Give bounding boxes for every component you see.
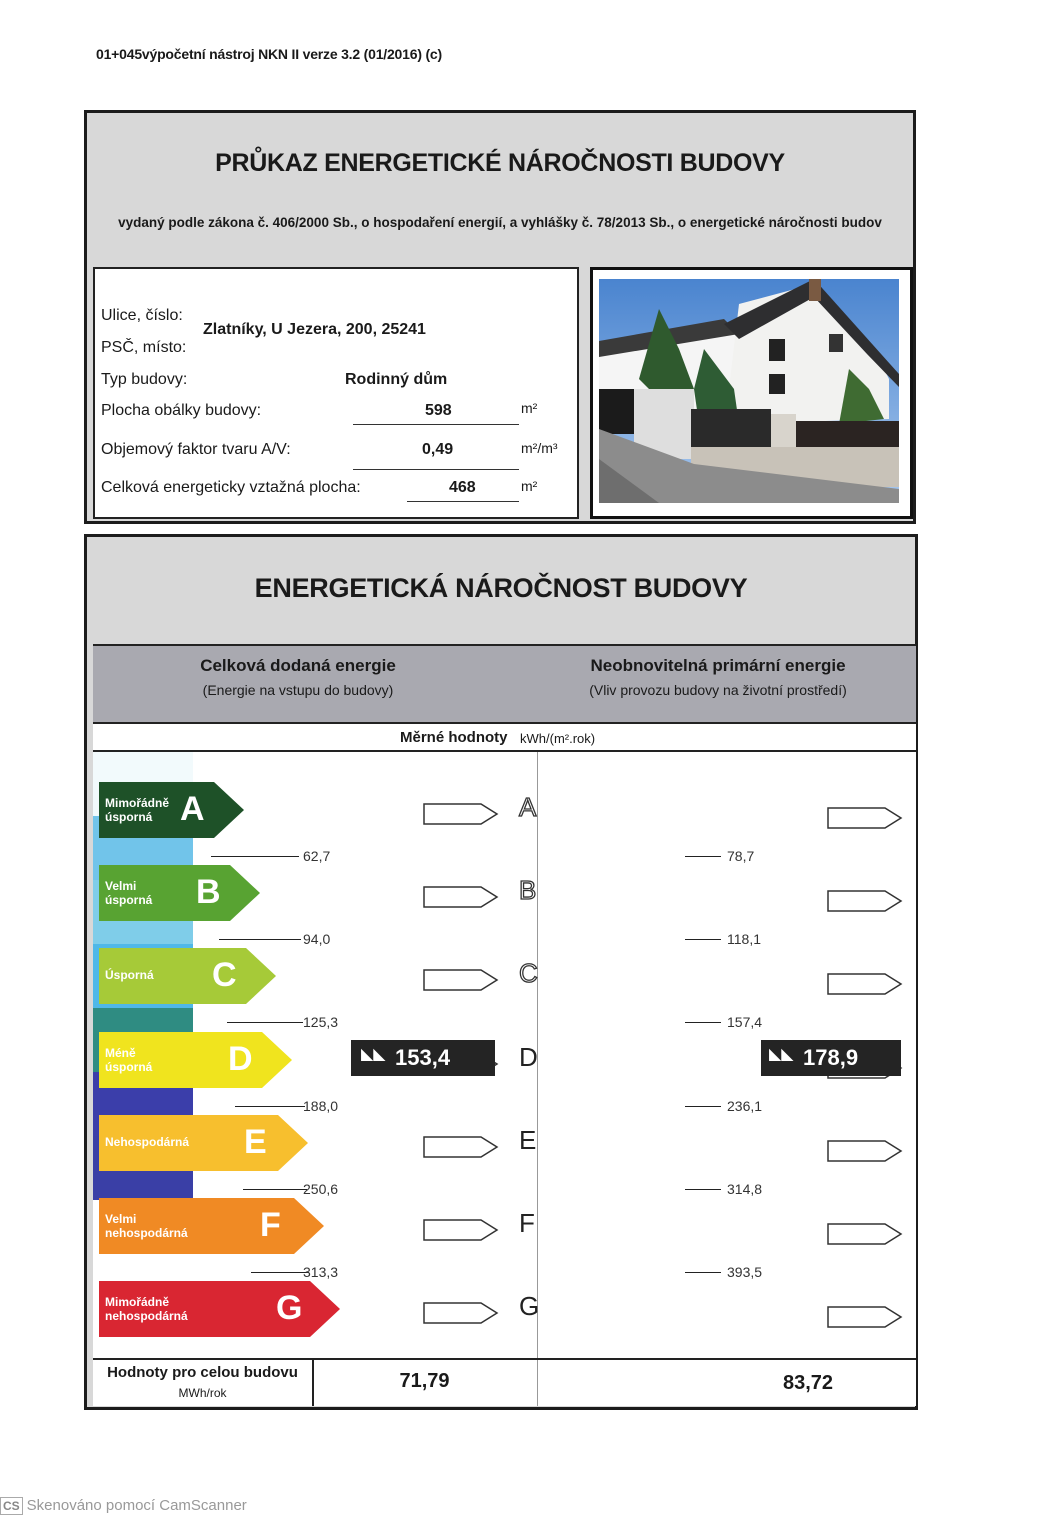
envelope-area-underline xyxy=(353,424,519,425)
reference-area-value: 468 xyxy=(449,479,476,496)
shape-factor-underline xyxy=(353,469,519,470)
envelope-area-value: 598 xyxy=(425,402,452,419)
envelope-area-label: Plocha obálky budovy: xyxy=(101,402,262,419)
camscanner-icon: CS xyxy=(0,1497,23,1515)
empty-arrow-right-b xyxy=(827,887,903,915)
empty-arrow-right-f xyxy=(827,1220,903,1248)
indicator-arrow-icon: ◣◣ xyxy=(769,1045,794,1063)
class-label-f xyxy=(105,1212,188,1240)
scale-letter-e: E xyxy=(519,1124,537,1155)
class-label-line2: nehospodárná xyxy=(105,1309,188,1324)
column-headers xyxy=(93,644,916,722)
indicator-arrow-icon: ◣◣ xyxy=(361,1045,386,1063)
energy-rating-box xyxy=(84,534,918,1410)
class-label-line1: Mimořádně xyxy=(105,796,170,810)
reference-area-unit: m² xyxy=(521,478,538,494)
empty-arrow-left-c xyxy=(423,966,499,994)
shape-factor-unit: m²/m³ xyxy=(521,440,558,456)
left-limit-line-2 xyxy=(219,939,301,940)
scale-letter-f: F xyxy=(519,1208,535,1238)
class-label-line1: Méně xyxy=(105,1045,136,1060)
class-label-g xyxy=(105,1295,188,1323)
building-photo-frame xyxy=(590,267,913,519)
totals-label-cell xyxy=(93,1360,314,1406)
building-info-panel xyxy=(93,267,579,519)
primary-energy-value: 178,9 xyxy=(803,1044,859,1070)
software-version-line: 01+045výpočetní nástroj NKN II verze 3.2 (01/2016) (c) xyxy=(96,46,442,62)
class-label-line1: Mimořádně xyxy=(105,1295,170,1310)
building-type-value: Rodinný dům xyxy=(345,371,448,388)
left-limit-line-1 xyxy=(211,856,299,857)
class-label-b xyxy=(105,879,152,907)
right-limit-5: 314,8 xyxy=(727,1180,763,1197)
class-band-d xyxy=(99,1032,292,1088)
empty-arrow-left-e xyxy=(423,1133,499,1161)
totals-label: Hodnoty pro celou budovu xyxy=(107,1364,298,1381)
empty-arrow-right-c xyxy=(827,970,903,998)
building-photo xyxy=(599,279,899,503)
right-limit-line-3 xyxy=(685,1022,721,1023)
primary-energy-subheader: (Vliv provozu budovy na životní prostředí) xyxy=(589,682,847,698)
right-limit-line-5 xyxy=(685,1189,721,1190)
left-limit-1: 62,7 xyxy=(303,848,331,864)
class-band-f xyxy=(99,1198,324,1254)
scanner-watermark xyxy=(0,1497,247,1515)
building-type-label: Typ budovy: xyxy=(101,371,188,388)
empty-arrow-right-g xyxy=(827,1303,903,1331)
class-letter-b: B xyxy=(196,873,221,912)
scanner-text: Skenováno pomocí CamScanner xyxy=(26,1497,247,1514)
scale-letter-d: D xyxy=(519,1041,538,1072)
left-limit-2: 94,0 xyxy=(303,931,331,948)
left-limit-5: 250,6 xyxy=(303,1180,339,1197)
class-band-e xyxy=(99,1115,308,1171)
empty-arrow-right-e xyxy=(827,1137,903,1165)
empty-arrow-right-a xyxy=(827,804,903,832)
class-label-line1: Úsporná xyxy=(105,968,154,983)
empty-arrow-left-f xyxy=(423,1216,499,1244)
class-label-line2: nehospodárná xyxy=(105,1226,188,1240)
right-limit-4: 236,1 xyxy=(727,1097,763,1114)
class-letter-f: F xyxy=(260,1206,281,1244)
reference-area-underline xyxy=(407,501,519,502)
right-limit-line-1 xyxy=(685,856,721,857)
left-limit-line-4 xyxy=(235,1106,305,1107)
specific-values-row xyxy=(93,722,916,752)
specific-values-label: Měrné hodnoty xyxy=(400,729,508,746)
right-limit-line-4 xyxy=(685,1106,721,1107)
shape-factor-value: 0,49 xyxy=(422,441,454,458)
totals-row xyxy=(93,1358,916,1406)
class-band-b xyxy=(99,865,260,921)
street-label: Ulice, číslo: xyxy=(101,307,183,324)
delivered-energy-header: Celková dodaná energie xyxy=(200,656,396,675)
class-label-d xyxy=(105,1046,152,1074)
totals-unit: MWh/rok xyxy=(178,1386,227,1400)
left-limit-3: 125,3 xyxy=(303,1014,339,1031)
certificate-header-box xyxy=(84,110,916,524)
specific-values-unit: kWh/(m².rok) xyxy=(520,731,596,746)
empty-arrow-left-a xyxy=(423,800,499,828)
envelope-area-unit: m² xyxy=(521,400,538,416)
address-value: Zlatníky, U Jezera, 200, 25241 xyxy=(203,321,426,338)
reference-area-label: Celková energeticky vztažná plocha: xyxy=(101,479,361,496)
scale-letter-a: A xyxy=(519,792,537,822)
right-limit-line-6 xyxy=(685,1272,721,1273)
left-limit-line-6 xyxy=(251,1272,309,1273)
energy-class-scale xyxy=(93,752,916,1358)
class-letter-d: D xyxy=(228,1039,253,1078)
left-limit-4: 188,0 xyxy=(303,1097,339,1114)
shape-factor-label: Objemový faktor tvaru A/V: xyxy=(101,441,291,458)
class-band-g xyxy=(99,1281,340,1337)
class-label-line2: úsporná xyxy=(105,1059,153,1074)
certificate-subtitle: vydaný podle zákona č. 406/2000 Sb., o hospodaření energií, a vyhlášky č. 78/2013 Sb., o energetické náročnosti budov xyxy=(118,215,882,230)
class-label-line1: Velmi xyxy=(105,1212,137,1226)
class-band-c xyxy=(99,948,276,1004)
class-letter-a: A xyxy=(180,790,205,828)
right-limit-1: 78,7 xyxy=(727,848,755,864)
primary-energy-header: Neobnovitelná primární energie xyxy=(590,656,846,675)
delivered-energy-indicator xyxy=(351,1040,495,1076)
total-delivered-energy: 71,79 xyxy=(399,1370,450,1392)
class-label-a xyxy=(105,796,169,824)
right-limit-line-2 xyxy=(685,939,721,940)
left-limit-line-3 xyxy=(227,1022,303,1023)
left-limit-line-5 xyxy=(243,1189,307,1190)
scale-letter-b: B xyxy=(519,875,537,906)
total-primary-energy: 83,72 xyxy=(783,1372,834,1394)
empty-arrow-left-g xyxy=(423,1299,499,1327)
certificate-title: PRŮKAZ ENERGETICKÉ NÁROČNOSTI BUDOVY xyxy=(215,149,785,177)
left-limit-6: 313,3 xyxy=(303,1264,339,1280)
delivered-energy-subheader: (Energie na vstupu do budovy) xyxy=(202,682,394,698)
totals-divider xyxy=(537,1360,538,1406)
class-band-a xyxy=(99,782,244,838)
primary-energy-indicator xyxy=(761,1040,901,1076)
right-limit-2: 118,1 xyxy=(727,931,761,948)
psc-label: PSČ, místo: xyxy=(101,339,187,356)
class-label-c xyxy=(105,968,154,982)
scale-letter-g: G xyxy=(519,1291,540,1322)
energy-rating-title: ENERGETICKÁ NÁROČNOST BUDOVY xyxy=(254,573,748,603)
class-letter-c: C xyxy=(212,956,237,995)
class-label-line1: Velmi xyxy=(105,879,137,894)
scale-letter-c: C xyxy=(519,958,538,989)
class-letter-e: E xyxy=(244,1122,267,1161)
class-label-e xyxy=(105,1135,189,1149)
class-label-line2: úsporná xyxy=(105,810,153,824)
class-label-line2: úsporná xyxy=(105,893,153,908)
class-label-line1: Nehospodárná xyxy=(105,1134,190,1149)
delivered-energy-value: 153,4 xyxy=(395,1044,451,1070)
class-letter-g: G xyxy=(276,1289,303,1328)
right-limit-3: 157,4 xyxy=(727,1014,763,1031)
right-limit-6: 393,5 xyxy=(727,1264,763,1280)
empty-arrow-left-b xyxy=(423,883,499,911)
